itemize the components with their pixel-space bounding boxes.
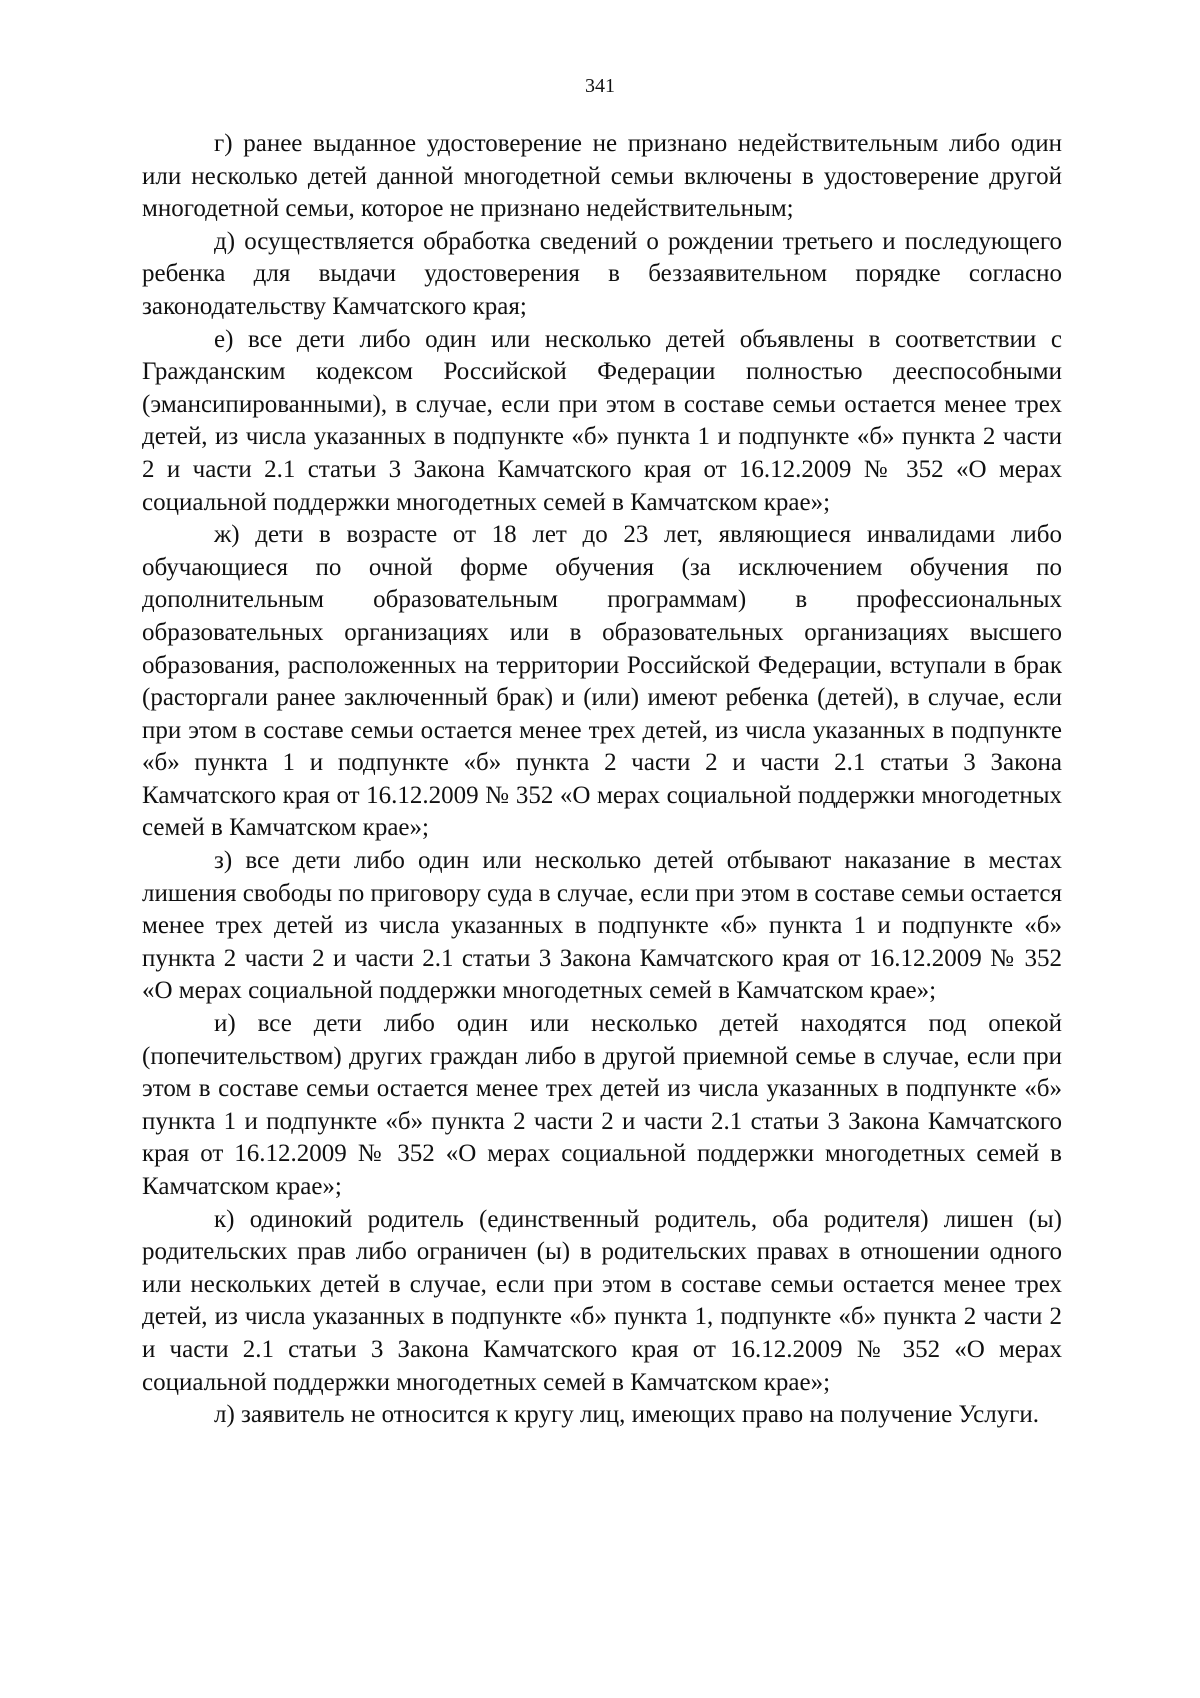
- paragraph-l: л) заявитель не относится к кругу лиц, имеющих право на получение Услуги.: [214, 1401, 1040, 1429]
- paragraph-zh: ж) дети в возрасте от 18 лет до 23 лет, являющиеся инвалидами либо обучающиеся по очной форме обучения (за исключением обучения по дополнительным образовательным программам) в профессиональных образовательных организациях или в образовательных организациях высшего образования, расположенных на территории Российской Федерации, вступали в брак (расторгали ранее заключенный брак) и (или) имеют ребенка (детей), в случае, если при этом в составе семьи остается менее трех детей, из числа указанных в подпункте «б» пункта 1 и подпункте «б» пункта 2 части 2 и части 2.1 статьи 3 Закона Камчатского края от 16.12.2009 № 352 «О мерах социальной поддержки многодетных семей в Камчатском крае»;: [142, 521, 1062, 842]
- paragraph-z: з) все дети либо один или несколько детей отбывают наказание в местах лишения свободы по приговору суда в случае, если при этом в составе семьи остается менее трех детей из числа указанных в подпункте «б» пункта 1 и подпункте «б» пункта 2 части 2 и части 2.1 статьи 3 Закона Камчатского края от 16.12.2009 № 352 «О мерах социальной поддержки многодетных семей в Камчатском крае»;: [142, 847, 1062, 1005]
- paragraph-k: к) одинокий родитель (единственный родитель, оба родителя) лишен (ы) родительских прав либо ограничен (ы) в родительских правах в отношении одного или нескольких детей в случае, если при этом в составе семьи остается менее трех детей, из числа указанных в подпункте «б» пункта 1, подпункте «б» пункта 2 части 2 и части 2.1 статьи 3 Закона Камчатского края от 16.12.2009 № 352 «О мерах социальной поддержки многодетных семей в Камчатском крае»;: [142, 1205, 1062, 1396]
- paragraph-d: д) осуществляется обработка сведений о рождении третьего и последующего ребенка для выдачи удостоверения в беззаявительном порядке согласно законодательству Камчатского края;: [142, 227, 1062, 320]
- paragraph-g: г) ранее выданное удостоверение не признано недействительным либо один или несколько детей данной многодетной семьи включены в удостоверение другой многодетной семьи, которое не признано недействительным;: [142, 130, 1062, 223]
- paragraph-i: и) все дети либо один или несколько детей находятся под опекой (попечительством) других граждан либо в другой приемной семье в случае, если при этом в составе семьи остается менее трех детей из числа указанных в подпункте «б» пункта 1 и подпункте «б» пункта 2 части 2 и части 2.1 статьи 3 Закона Камчатского края от 16.12.2009 № 352 «О мерах социальной поддержки многодетных семей в Камчатском крае»;: [142, 1010, 1062, 1200]
- document-body: [142, 128, 1062, 1432]
- page-number: 341: [585, 75, 615, 97]
- paragraph-e: е) все дети либо один или несколько детей объявлены в соответствии с Гражданским кодексом Российской Федерации полностью дееспособными (эмансипированными), в случае, если при этом в составе семьи остается менее трех детей, из числа указанных в подпункте «б» пункта 1 и подпункте «б» пункта 2 части 2 и части 2.1 статьи 3 Закона Камчатского края от 16.12.2009 № 352 «О мерах социальной поддержки многодетных семей в Камчатском крае»;: [142, 325, 1062, 516]
